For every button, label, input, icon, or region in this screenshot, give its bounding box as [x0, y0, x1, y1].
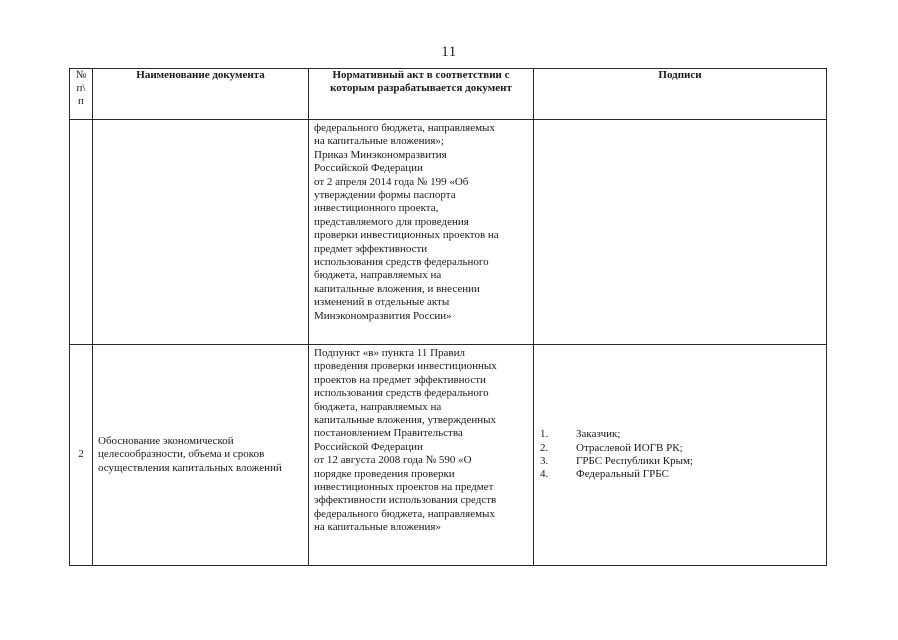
table-header-row: [70, 69, 827, 120]
signature-item-number: 4.: [540, 468, 549, 481]
header-number: [70, 69, 93, 120]
header-document-name: Наименование документа: [93, 69, 309, 120]
row-signatures: [534, 345, 827, 566]
header-number-line: №: [75, 69, 87, 81]
signatures-list: [540, 428, 826, 482]
header-normative-act: [309, 69, 534, 120]
header-number-line: п: [78, 95, 84, 107]
signature-item-number: 2.: [540, 441, 549, 454]
document-table: [69, 68, 827, 566]
header-number-line: п\: [76, 82, 86, 94]
row-normative-act: Подпункт «в» пункта 11 Правил проведения проверки инвестиционных проектов на предмет эффективности использования средств федерального бюджета, направляемых на капитальные вложения, утвержденных постановлением Правительства Российской Федерации от 12 августа 2008 года № 590 «О порядке проведения проверки инвестиционных проектов на предмет эффективности использования средств федерального бюджета, направляемых на капитальные вложения»: [309, 345, 534, 566]
signature-item: [540, 442, 826, 455]
signature-item: [540, 455, 826, 468]
signature-item-text: Федеральный ГРБС: [576, 468, 669, 481]
table-row: [70, 345, 827, 566]
row-number: [70, 120, 93, 345]
signature-item-text: Заказчик;: [576, 428, 621, 441]
signature-item-text: Отраслевой ИОГВ РК;: [576, 441, 683, 454]
signature-item-text: ГРБС Республики Крым;: [576, 455, 693, 467]
page-number: 11: [441, 44, 457, 60]
signature-item: [540, 468, 826, 481]
row-signatures: [534, 120, 827, 345]
header-signatures: Подписи: [534, 69, 827, 120]
signature-item-number: 1.: [540, 428, 549, 441]
signature-item-number: 3.: [540, 455, 549, 467]
table-row: [70, 120, 827, 345]
row-number: 2: [70, 345, 93, 566]
header-act-line: Нормативный акт в соответствии с: [332, 69, 510, 81]
row-document-name: Обоснование экономической целесообразности, объема и сроков осуществления капитальных вложений: [93, 345, 309, 566]
header-act-line: которым разрабатывается документ: [330, 82, 512, 95]
row-normative-act: федерального бюджета, направляемых на капитальные вложения»; Приказ Минэкономразвития Российской Федерации от 2 апреля 2014 года № 199 «Об утверждении формы паспорта инвестиционного проекта, представляемого для проведения проверки инвестиционных проектов на предмет эффективности использования средств федерального бюджета, направляемых на капитальные вложения, и внесении изменений в отдельные акты Минэкономразвития России»: [309, 120, 534, 345]
row-document-name: [93, 120, 309, 345]
signature-item: [540, 428, 826, 441]
